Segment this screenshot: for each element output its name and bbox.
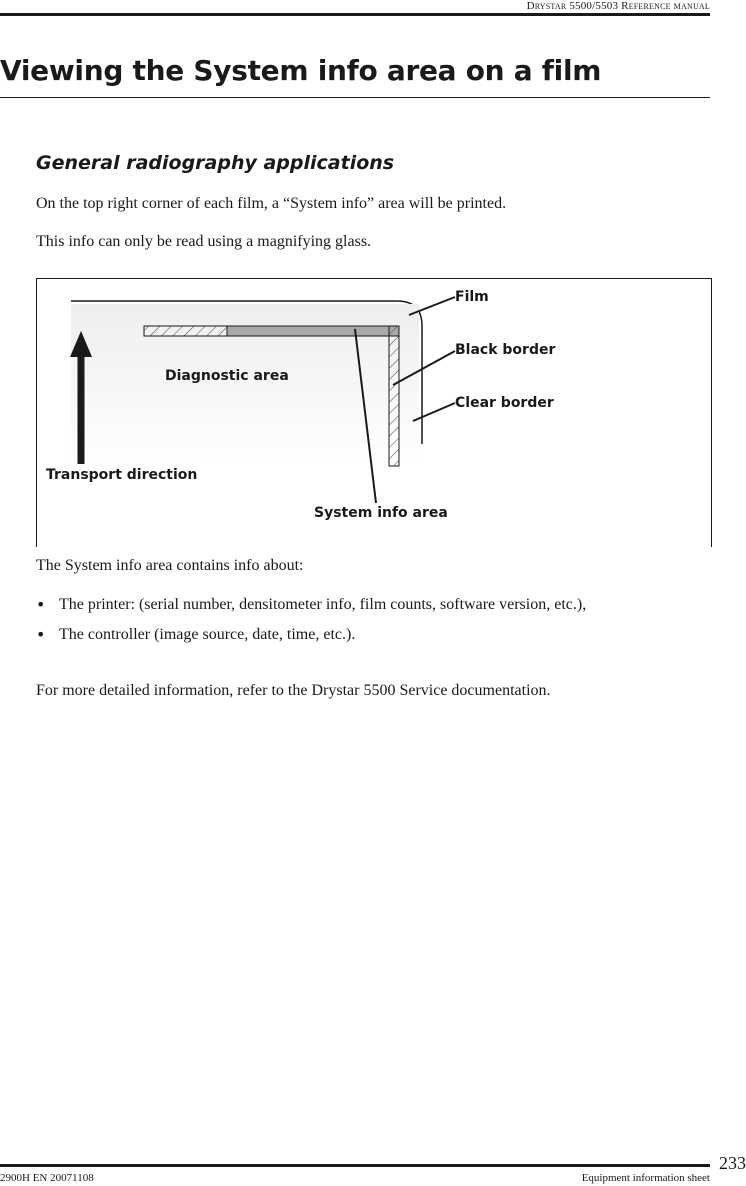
- clear-border-callout: [413, 403, 455, 421]
- bullet-icon: •: [36, 625, 46, 644]
- clear-border-top: [144, 326, 227, 336]
- diagnostic-area-label: Diagnostic area: [165, 368, 289, 384]
- system-info-area-label: System info area: [314, 505, 448, 521]
- list-item: [36, 594, 710, 616]
- magnifier-paragraph: This info can only be read using a magnifying glass.: [36, 233, 372, 250]
- intro-paragraph: On the top right corner of each film, a “System info” area will be printed.: [36, 195, 507, 212]
- clear-border-label: Clear border: [455, 395, 554, 411]
- transport-direction-label: Transport direction: [46, 467, 198, 483]
- title-rule: [0, 97, 710, 98]
- header-rule: [0, 13, 710, 16]
- bullet-icon: •: [36, 595, 46, 614]
- list-item: [36, 624, 710, 646]
- page-title: Viewing the System info area on a film: [0, 54, 602, 87]
- running-header: Drystar 5500/5503 Reference manual: [526, 0, 710, 12]
- doc-id: 2900H EN 20071108: [0, 1172, 94, 1184]
- black-border-label: Black border: [455, 342, 556, 358]
- black-border-right: [389, 326, 399, 466]
- page-number: 233: [719, 1153, 746, 1173]
- film-label: Film: [455, 289, 489, 305]
- footer-section-name: Equipment information sheet: [581, 1172, 710, 1184]
- footer-rule: [0, 1164, 710, 1167]
- section-heading: General radiography applications: [36, 152, 395, 174]
- film-diagram: [36, 278, 712, 547]
- contents-intro: The System info area contains info about:: [36, 557, 304, 574]
- black-border-top: [227, 326, 399, 336]
- list-item-text: The printer: (serial number, densitometer info, film counts, software version, etc.),: [59, 596, 587, 613]
- list-item-text: The controller (image source, date, time, etc.).: [59, 626, 356, 643]
- closing-paragraph: For more detailed information, refer to the Drystar 5500 Service documentation.: [36, 682, 551, 699]
- info-list: [36, 594, 710, 654]
